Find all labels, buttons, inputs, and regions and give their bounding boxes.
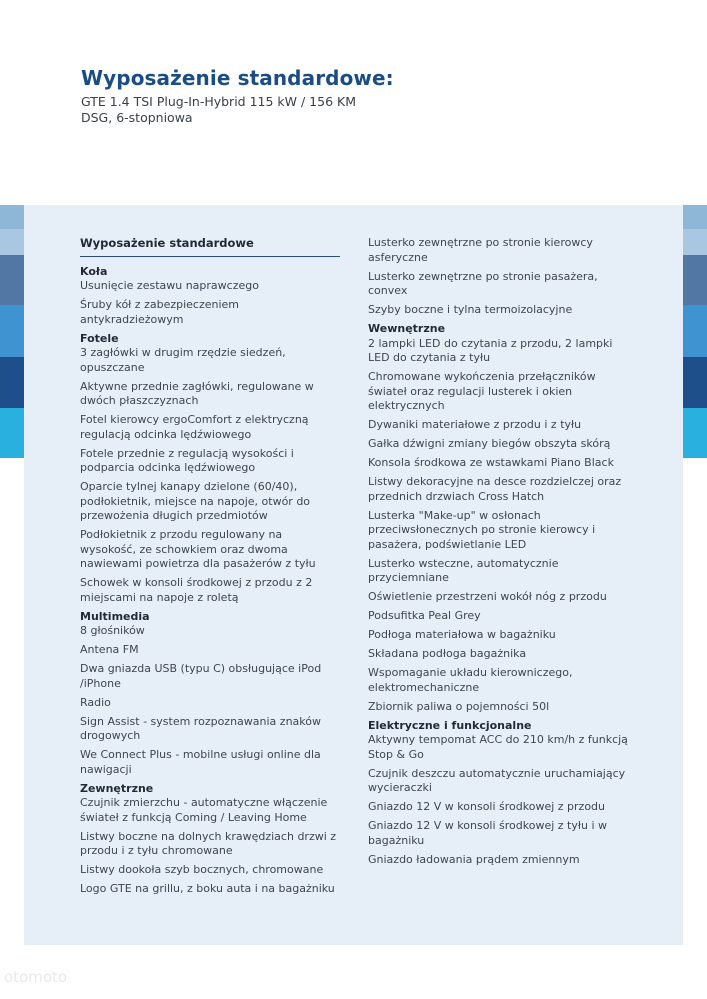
list-item: Chromowane wykończenia przełączników świateł oraz regulacji lusterek i okien elektrycznych: [368, 370, 596, 412]
list-item: Fotele przednie z regulacją wysokości i podparcia odcinka lędźwiowego: [80, 446, 294, 474]
list-item: Lusterko zewnętrzne po stronie kierowcy asferyczne: [368, 236, 593, 264]
list-item: Gniazdo 12 V w konsoli środkowej z tyłu i w bagażniku: [368, 819, 608, 847]
list-item: Lusterko wsteczne, automatycznie przyciemniane: [368, 556, 559, 584]
decor-band-left-5: [0, 357, 24, 408]
list-item: Wspomaganie układu kierowniczego, elektromechaniczne: [368, 666, 573, 694]
list-item: Schowek w konsoli środkowej z przodu z 2 miejscami na napoje z roletą: [80, 576, 313, 604]
list-item: Listwy dekoracyjne na desce rozdzielczej oraz przednich drzwiach Cross Hatch: [368, 475, 622, 503]
group-wewnetrzne: [368, 322, 636, 714]
list-item: We Connect Plus - mobilne usługi online dla nawigacji: [80, 748, 321, 776]
left-column: [80, 236, 340, 901]
list-item: Gałka dźwigni zmiany biegów obszyta skórą: [368, 437, 611, 450]
decor-band-left-3: [0, 255, 24, 305]
group-title: Koła: [80, 264, 108, 278]
group-title: Zewnętrzne: [80, 781, 154, 795]
decor-band-right-2: [683, 229, 707, 255]
group-fotele: [80, 332, 340, 606]
right-column: [368, 236, 636, 872]
list-item: Logo GTE na grillu, z boku auta i na bagażniku: [80, 882, 335, 895]
list-item: Dwa gniazda USB (typu C) obsługujące iPod /iPhone: [80, 662, 322, 690]
section-heading: Wyposażenie standardowe: [80, 236, 340, 257]
list-item: Listwy boczne na dolnych krawędziach drzwi z przodu i z tyłu chromowane: [80, 829, 337, 857]
list-item: Aktywny tempomat ACC do 210 km/h z funkcją Stop & Go: [368, 733, 628, 761]
decor-band-right-3: [683, 255, 707, 305]
decor-band-right-5: [683, 357, 707, 408]
list-item: Szyby boczne i tylna termoizolacyjne: [368, 303, 573, 316]
list-item: Oparcie tylnej kanapy dzielone (60/40), podłokietnik, miejsce na napoje, otwór do przewożenia długich przedmiotów: [80, 480, 311, 522]
list-item: Lusterka "Make-up" w osłonach przeciwsłonecznych po stronie kierowcy i pasażera, podświetlanie LED: [368, 508, 596, 551]
decor-band-right-4: [683, 305, 707, 357]
decor-band-right-6: [683, 408, 707, 458]
decor-band-left-2: [0, 229, 24, 255]
list-item: Listwy dookoła szyb bocznych, chromowane: [80, 863, 324, 876]
list-item: Lusterko zewnętrzne po stronie pasażera, convex: [368, 269, 598, 297]
list-item: 2 lampki LED do czytania z przodu, 2 lampki LED do czytania z tyłu: [368, 336, 613, 364]
list-item: Aktywne przednie zagłówki, regulowane w dwóch płaszczyznach: [80, 379, 314, 407]
list-item: Oświetlenie przestrzeni wokół nóg z przodu: [368, 590, 607, 603]
page-title: Wyposażenie standardowe:: [81, 66, 394, 90]
group-title: Fotele: [80, 331, 119, 345]
decor-band-left-1: [0, 205, 24, 229]
list-item: Sign Assist - system rozpoznawania znaków drogowych: [80, 714, 321, 742]
list-item: Podsufitka Peal Grey: [368, 609, 481, 622]
list-item: Śruby kół z zabezpieczeniem antykradzieżowym: [80, 298, 240, 326]
list-item: 3 zagłówki w drugim rzędzie siedzeń, opuszczane: [80, 346, 286, 374]
list-item: 8 głośników: [80, 624, 145, 637]
decor-band-right-1: [683, 205, 707, 229]
group-multimedia: [80, 610, 340, 778]
group-title: Wewnętrzne: [368, 322, 446, 335]
list-item: Gniazdo 12 V w konsoli środkowej z przodu: [368, 800, 606, 813]
list-item: Składana podłoga bagażnika: [368, 647, 527, 660]
list-item: Dywaniki materiałowe z przodu i z tyłu: [368, 418, 582, 431]
group-title: Elektryczne i funkcjonalne: [368, 718, 532, 732]
decor-band-left-4: [0, 305, 24, 357]
list-item: Usunięcie zestawu naprawczego: [80, 279, 259, 292]
list-item: Zbiornik paliwa o pojemności 50l: [368, 699, 550, 713]
group-continued: [368, 236, 636, 318]
watermark-text: otomoto: [4, 968, 68, 986]
decor-band-left-6: [0, 408, 24, 458]
list-item: Konsola środkowa ze wstawkami Piano Black: [368, 456, 614, 469]
list-item: Gniazdo ładowania prądem zmiennym: [368, 852, 580, 866]
list-item: Czujnik deszczu automatycznie uruchamiający wycieraczki: [368, 766, 626, 794]
page-subtitle: GTE 1.4 TSI Plug-In-Hybrid 115 kW / 156 KM DSG, 6-stopniowa: [81, 94, 356, 125]
list-item: Radio: [80, 695, 111, 709]
group-title: Multimedia: [80, 609, 150, 623]
group-elektryczne-i-funkcjonalne: [368, 719, 636, 868]
list-item: Podłokietnik z przodu regulowany na wysokość, ze schowkiem oraz dwoma nawiewami powietrza dla pasażerów z tyłu: [80, 528, 316, 570]
list-item: Antena FM: [80, 643, 139, 656]
list-item: Podłoga materiałowa w bagażniku: [368, 628, 556, 641]
list-item: Czujnik zmierzchu - automatyczne włączenie świateł z funkcją Coming / Leaving Home: [80, 796, 328, 824]
group-zewnetrzne: [80, 782, 340, 897]
group-kola: [80, 265, 340, 328]
list-item: Fotel kierowcy ergoComfort z elektryczną regulacją odcinka lędźwiowego: [80, 413, 309, 441]
